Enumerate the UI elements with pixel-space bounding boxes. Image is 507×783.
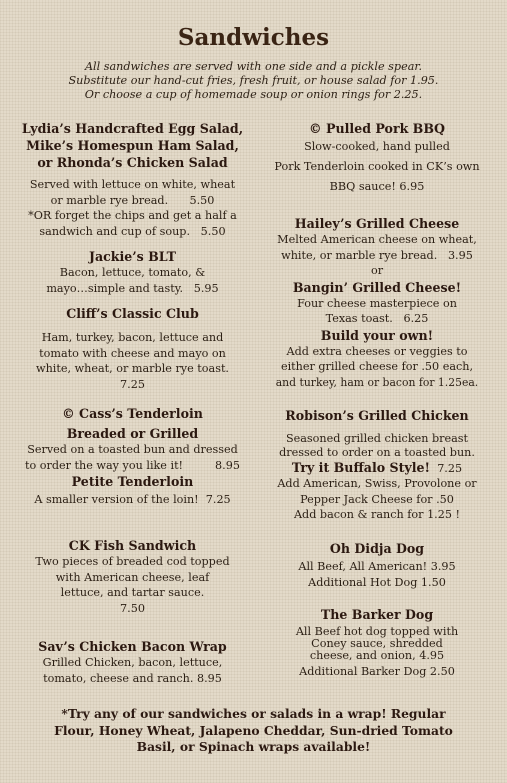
item-desc: with American cheese, leaf [55, 570, 210, 584]
item-desc: dressed to order on a toasted bun. [279, 445, 475, 459]
item-chicken-bacon-wrap [10, 638, 255, 686]
buffalo-line [257, 459, 497, 477]
item-name: Jackie’s BLT [88, 249, 176, 264]
item-desc: Two pieces of breaded cod topped [35, 555, 230, 568]
item-desc: tomato, cheese and ranch. 8.95 [43, 671, 222, 685]
item-name: Sav’s Chicken Bacon Wrap [38, 639, 227, 654]
item-desc: Ham, turkey, bacon, lettuce and [41, 331, 224, 344]
buffalo-option: Try it Buffalo Style! [291, 459, 431, 475]
item-desc: Slow-cooked, hand pulled [304, 140, 450, 153]
item-name: Build your own! [320, 327, 434, 343]
item-name: CK Fish Sandwich [68, 538, 197, 553]
item-club [10, 305, 255, 392]
item-barker-dog [257, 606, 497, 680]
menu-title: Sandwiches [177, 24, 330, 51]
item-desc: Additional Barker Dog 2.50 [299, 665, 455, 678]
item-name: Petite Tenderloin [71, 474, 194, 489]
item-tenderloin [10, 405, 255, 508]
item-desc: cheese, and onion, 4.95 [309, 649, 445, 662]
item-desc: Texas toast. 6.25 [325, 312, 429, 325]
item-desc: Seasoned grilled chicken breast [285, 432, 469, 445]
item-desc: Grilled Chicken, bacon, lettuce, [42, 656, 223, 669]
item-name: © Cass’s Tenderloin [62, 406, 203, 421]
item-blt [10, 248, 255, 296]
item-egg-salad [10, 120, 255, 239]
item-name: Oh Didja Dog [329, 541, 425, 556]
item-desc: tomato with cheese and mayo on [39, 346, 226, 360]
item-desc: Melted American cheese on wheat, [277, 233, 477, 246]
intro-text [20, 60, 487, 102]
item-desc: All Beef, All American! 3.95 [298, 560, 456, 573]
item-name: Mike’s Homespun Ham Salad, [26, 138, 239, 153]
item-desc: Add extra cheeses or veggies to [286, 344, 468, 358]
item-desc: Served with lettuce on white, wheat [29, 178, 236, 191]
item-desc: *OR forget the chips and get a half a [28, 209, 237, 222]
footer-line: Flour, Honey Wheat, Jalapeno Cheddar, Sun-dried Tomato [54, 722, 453, 738]
item-desc: Coney sauce, shredded [311, 637, 443, 650]
item-desc: BBQ sauce! 6.95 [329, 180, 425, 193]
buffalo-price: 7.25 [430, 461, 463, 475]
item-desc: to order the way you like it! 8.95 [25, 458, 240, 472]
footer-line: Basil, or Spinach wraps available! [136, 739, 371, 754]
item-grilled-chicken [257, 407, 497, 523]
item-desc: and turkey, ham or bacon for 1.25ea. [275, 375, 479, 389]
item-desc: Bacon, lettuce, tomato, & [59, 266, 206, 279]
item-desc: All Beef hot dog topped with [295, 625, 459, 638]
wrap-footer-note [30, 706, 477, 756]
item-name: Hailey’s Grilled Cheese [294, 216, 460, 231]
item-desc: Add bacon & ranch for 1.25 ! [293, 508, 461, 521]
item-name: The Barker Dog [320, 607, 434, 622]
or-separator: or [370, 264, 384, 277]
intro-line: All sandwiches are served with one side and a pickle spear. [84, 60, 423, 73]
item-name: Cliff’s Classic Club [66, 306, 199, 321]
item-desc: Pork Tenderloin cooked in CK’s own [274, 159, 480, 173]
item-name: or Rhonda’s Chicken Salad [37, 155, 228, 170]
item-desc: white, or marble rye bread. 3.95 [281, 248, 473, 262]
item-pulled-pork [257, 120, 497, 195]
item-desc: Additional Hot Dog 1.50 [308, 575, 446, 589]
item-name: Bangin’ Grilled Cheese! [292, 279, 462, 295]
item-desc: lettuce, and tartar sauce. [60, 586, 205, 599]
item-desc: either grilled cheese for .50 each, [280, 360, 474, 373]
item-desc: Four cheese masterpiece on [297, 296, 457, 310]
intro-line: Or choose a cup of homemade soup or onion rings for 2.25. [84, 88, 423, 101]
item-desc: 7.50 [120, 601, 145, 615]
item-name: Robison’s Grilled Chicken [285, 408, 469, 423]
item-desc: A smaller version of the loin! 7.25 [34, 493, 231, 506]
item-desc: white, wheat, or marble rye toast. [36, 362, 229, 375]
footer-line: *Try any of our sandwiches or salads in a wrap! Regular [61, 706, 446, 721]
item-oh-didja-dog [257, 540, 497, 590]
item-name: Lydia’s Handcrafted Egg Salad, [21, 121, 244, 136]
item-desc: Add American, Swiss, Provolone or [277, 477, 477, 490]
item-desc: or marble rye bread. 5.50 [50, 193, 215, 207]
item-fish [10, 537, 255, 616]
item-desc: mayo…simple and tasty. 5.95 [46, 281, 219, 295]
item-desc: Pepper Jack Cheese for .50 [300, 492, 454, 506]
item-name: © Pulled Pork BBQ [309, 121, 445, 136]
item-desc: Served on a toasted bun and dressed [27, 443, 238, 456]
item-desc: sandwich and cup of soup. 5.50 [39, 224, 226, 238]
item-desc: 7.25 [120, 377, 145, 391]
item-name: Breaded or Grilled [66, 426, 199, 441]
intro-line: Substitute our hand-cut fries, fresh fruit, or house salad for 1.95. [68, 74, 439, 87]
item-grilled-cheese [257, 215, 497, 390]
